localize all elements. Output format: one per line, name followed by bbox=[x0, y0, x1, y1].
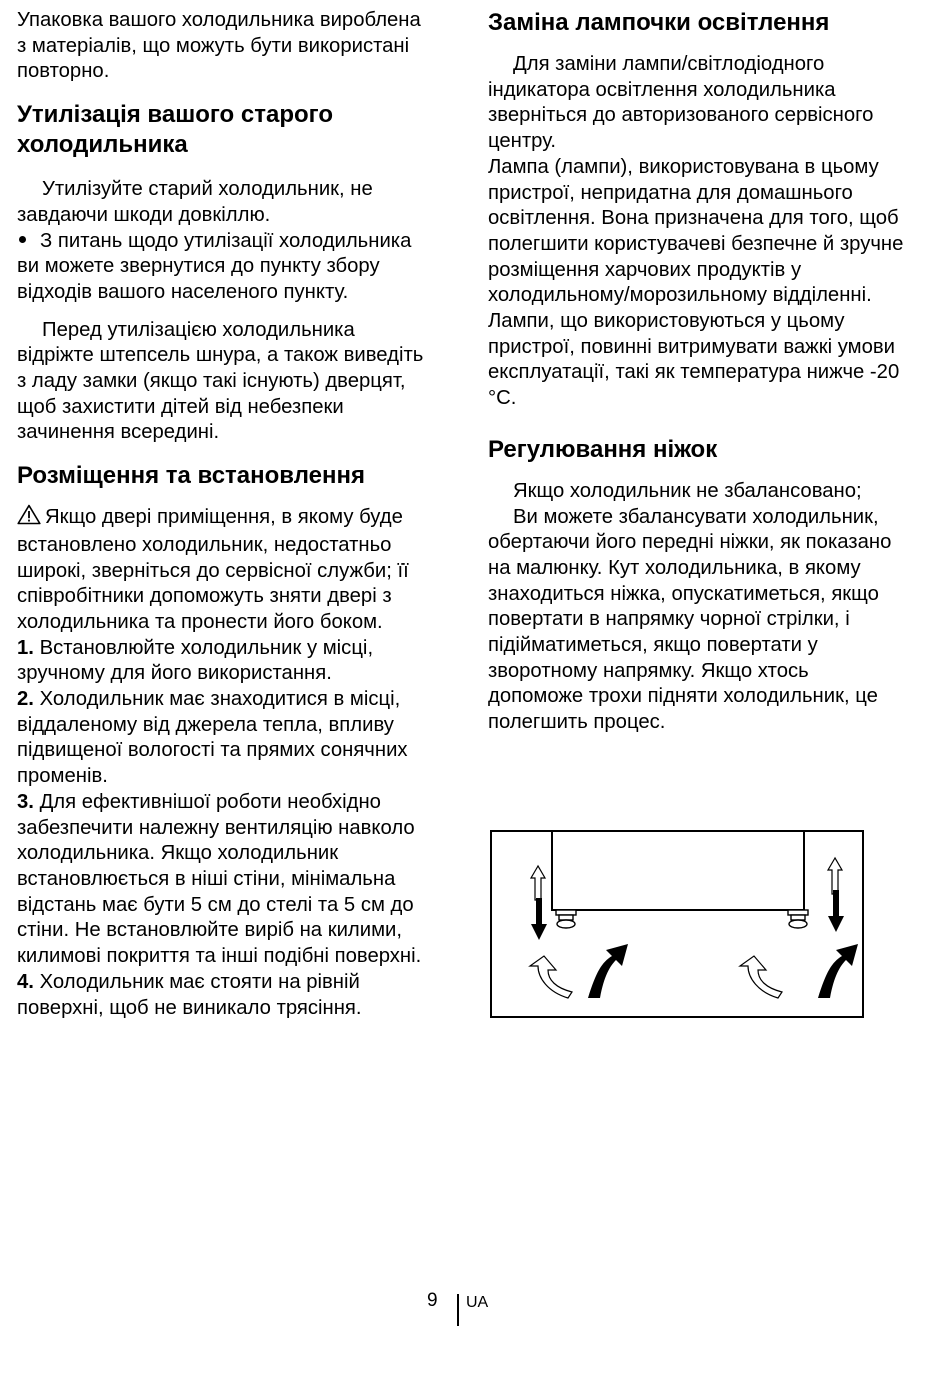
fridge-body bbox=[552, 832, 804, 910]
feet-adjustment-drawing bbox=[492, 832, 862, 1016]
right-vertical-arrows bbox=[828, 858, 844, 932]
language-code: UA bbox=[466, 1294, 489, 1311]
disposal-paragraph: Утилізуйте старий холодильник, не завдаючи шкоди довкіллю. bbox=[17, 178, 373, 226]
feet-paragraph-2: Ви можете збалансувати холодильник, обертаючи його передні ніжки, як показано на малюнку. Кут холодильника, в якому знаходиться ніжка, опускатиметься, якщо повертати в напрямку чорної стрілки, і підійматиметься, якщо повертати у зворотному напрямку. Якщо хтось допоможе трохи підняти холодильник, це полегшить процес. bbox=[488, 505, 892, 734]
step-3-text: Для ефективнішої роботи необхідно забезпечити належну вентиляцію навколо холодильника. Якщо холодильник встановлюється в ніші стіни, мінімальна відстань має бути 5 см до стелі та 5 см до стіни. Не встановлюйте виріб на килими, килимові покриття та інші подібні поверхні. bbox=[17, 790, 422, 968]
page-number: 9 bbox=[427, 1290, 438, 1311]
disposal-bullet-item bbox=[17, 229, 432, 306]
feet-paragraph-1: Якщо холодильник не збалансовано; bbox=[513, 479, 862, 502]
door-warning-paragraph bbox=[17, 504, 432, 636]
step-2 bbox=[17, 687, 432, 790]
lamp-paragraph-1: Для заміни лампи/світлодіодного індикатора освітлення холодильника зверніться до авторизованого сервісного центру. bbox=[488, 53, 874, 153]
lamp-heading: Заміна лампочки освітлення bbox=[488, 9, 830, 36]
left-vertical-arrows bbox=[531, 866, 547, 940]
step-4-number: 4. bbox=[17, 970, 34, 993]
page-footer bbox=[0, 1290, 950, 1330]
right-rotation-arrows bbox=[740, 944, 858, 998]
step-1-text: Встановлюйте холодильник у місці, зручному для його використання. bbox=[17, 636, 374, 685]
lamp-paragraph-3: Лампи, що використовуються у цьому пристрої, повинні витримувати важкі умови експлуатації, такі як температура нижче -20 °C. bbox=[488, 310, 900, 410]
step-3 bbox=[17, 790, 432, 970]
placement-heading: Розміщення та встановлення bbox=[17, 462, 366, 490]
disposal-warning-paragraph: Перед утилізацією холодильника відріжте штепсель шнура, а також виведіть з ладу замки (якщо такі існують) дверцят, щоб захистити дітей від небезпеки зачинення всередині. bbox=[17, 318, 424, 444]
step-1 bbox=[17, 636, 432, 687]
left-foot bbox=[556, 910, 576, 928]
bullet-dot bbox=[19, 236, 26, 243]
left-rotation-arrows bbox=[530, 944, 628, 998]
step-4-text: Холодильник має стояти на рівній поверхні, щоб не виникало трясіння. bbox=[17, 970, 362, 1019]
door-warning-text: Якщо двері приміщення, в якому буде встановлено холодильник, недостатньо широкі, зверніться до сервісної служби; її співробітники допоможуть зняти двері з холодильника та пронести його боком. bbox=[17, 506, 409, 633]
step-2-number: 2. bbox=[17, 688, 34, 711]
warning-triangle-icon bbox=[17, 504, 41, 533]
intro-paragraph: Упаковка вашого холодильника вироблена з матеріалів, що можуть бути використані повторно. bbox=[17, 9, 421, 83]
step-4 bbox=[17, 970, 432, 1021]
right-column bbox=[488, 8, 908, 736]
footer-divider bbox=[457, 1294, 459, 1326]
feet-heading: Регулювання ніжок bbox=[488, 435, 718, 463]
right-foot bbox=[788, 910, 808, 928]
disposal-heading: Утилізація вашого старого холодильника bbox=[17, 101, 333, 159]
left-column bbox=[17, 8, 432, 1021]
step-2-text: Холодильник має знаходитися в місці, віддаленому від джерела тепла, впливу підвищеної вологості та прямих сонячних променів. bbox=[17, 688, 408, 788]
feet-adjustment-figure bbox=[490, 830, 864, 1018]
disposal-bullet-text: З питань щодо утилізації холодильника ви можете звернутися до пункту збору відходів вашого населеного пункту. bbox=[17, 229, 412, 303]
step-3-number: 3. bbox=[17, 790, 34, 813]
step-1-number: 1. bbox=[17, 636, 34, 659]
lamp-paragraph-2: Лампа (лампи), використовувана в цьому пристрої, непридатна для домашнього освітлення. Вона призначена для того, щоб полегшити користувачеві безпечне й зручне розміщення харчових продуктів у холодильному/морозильному відділенні. bbox=[488, 155, 904, 307]
